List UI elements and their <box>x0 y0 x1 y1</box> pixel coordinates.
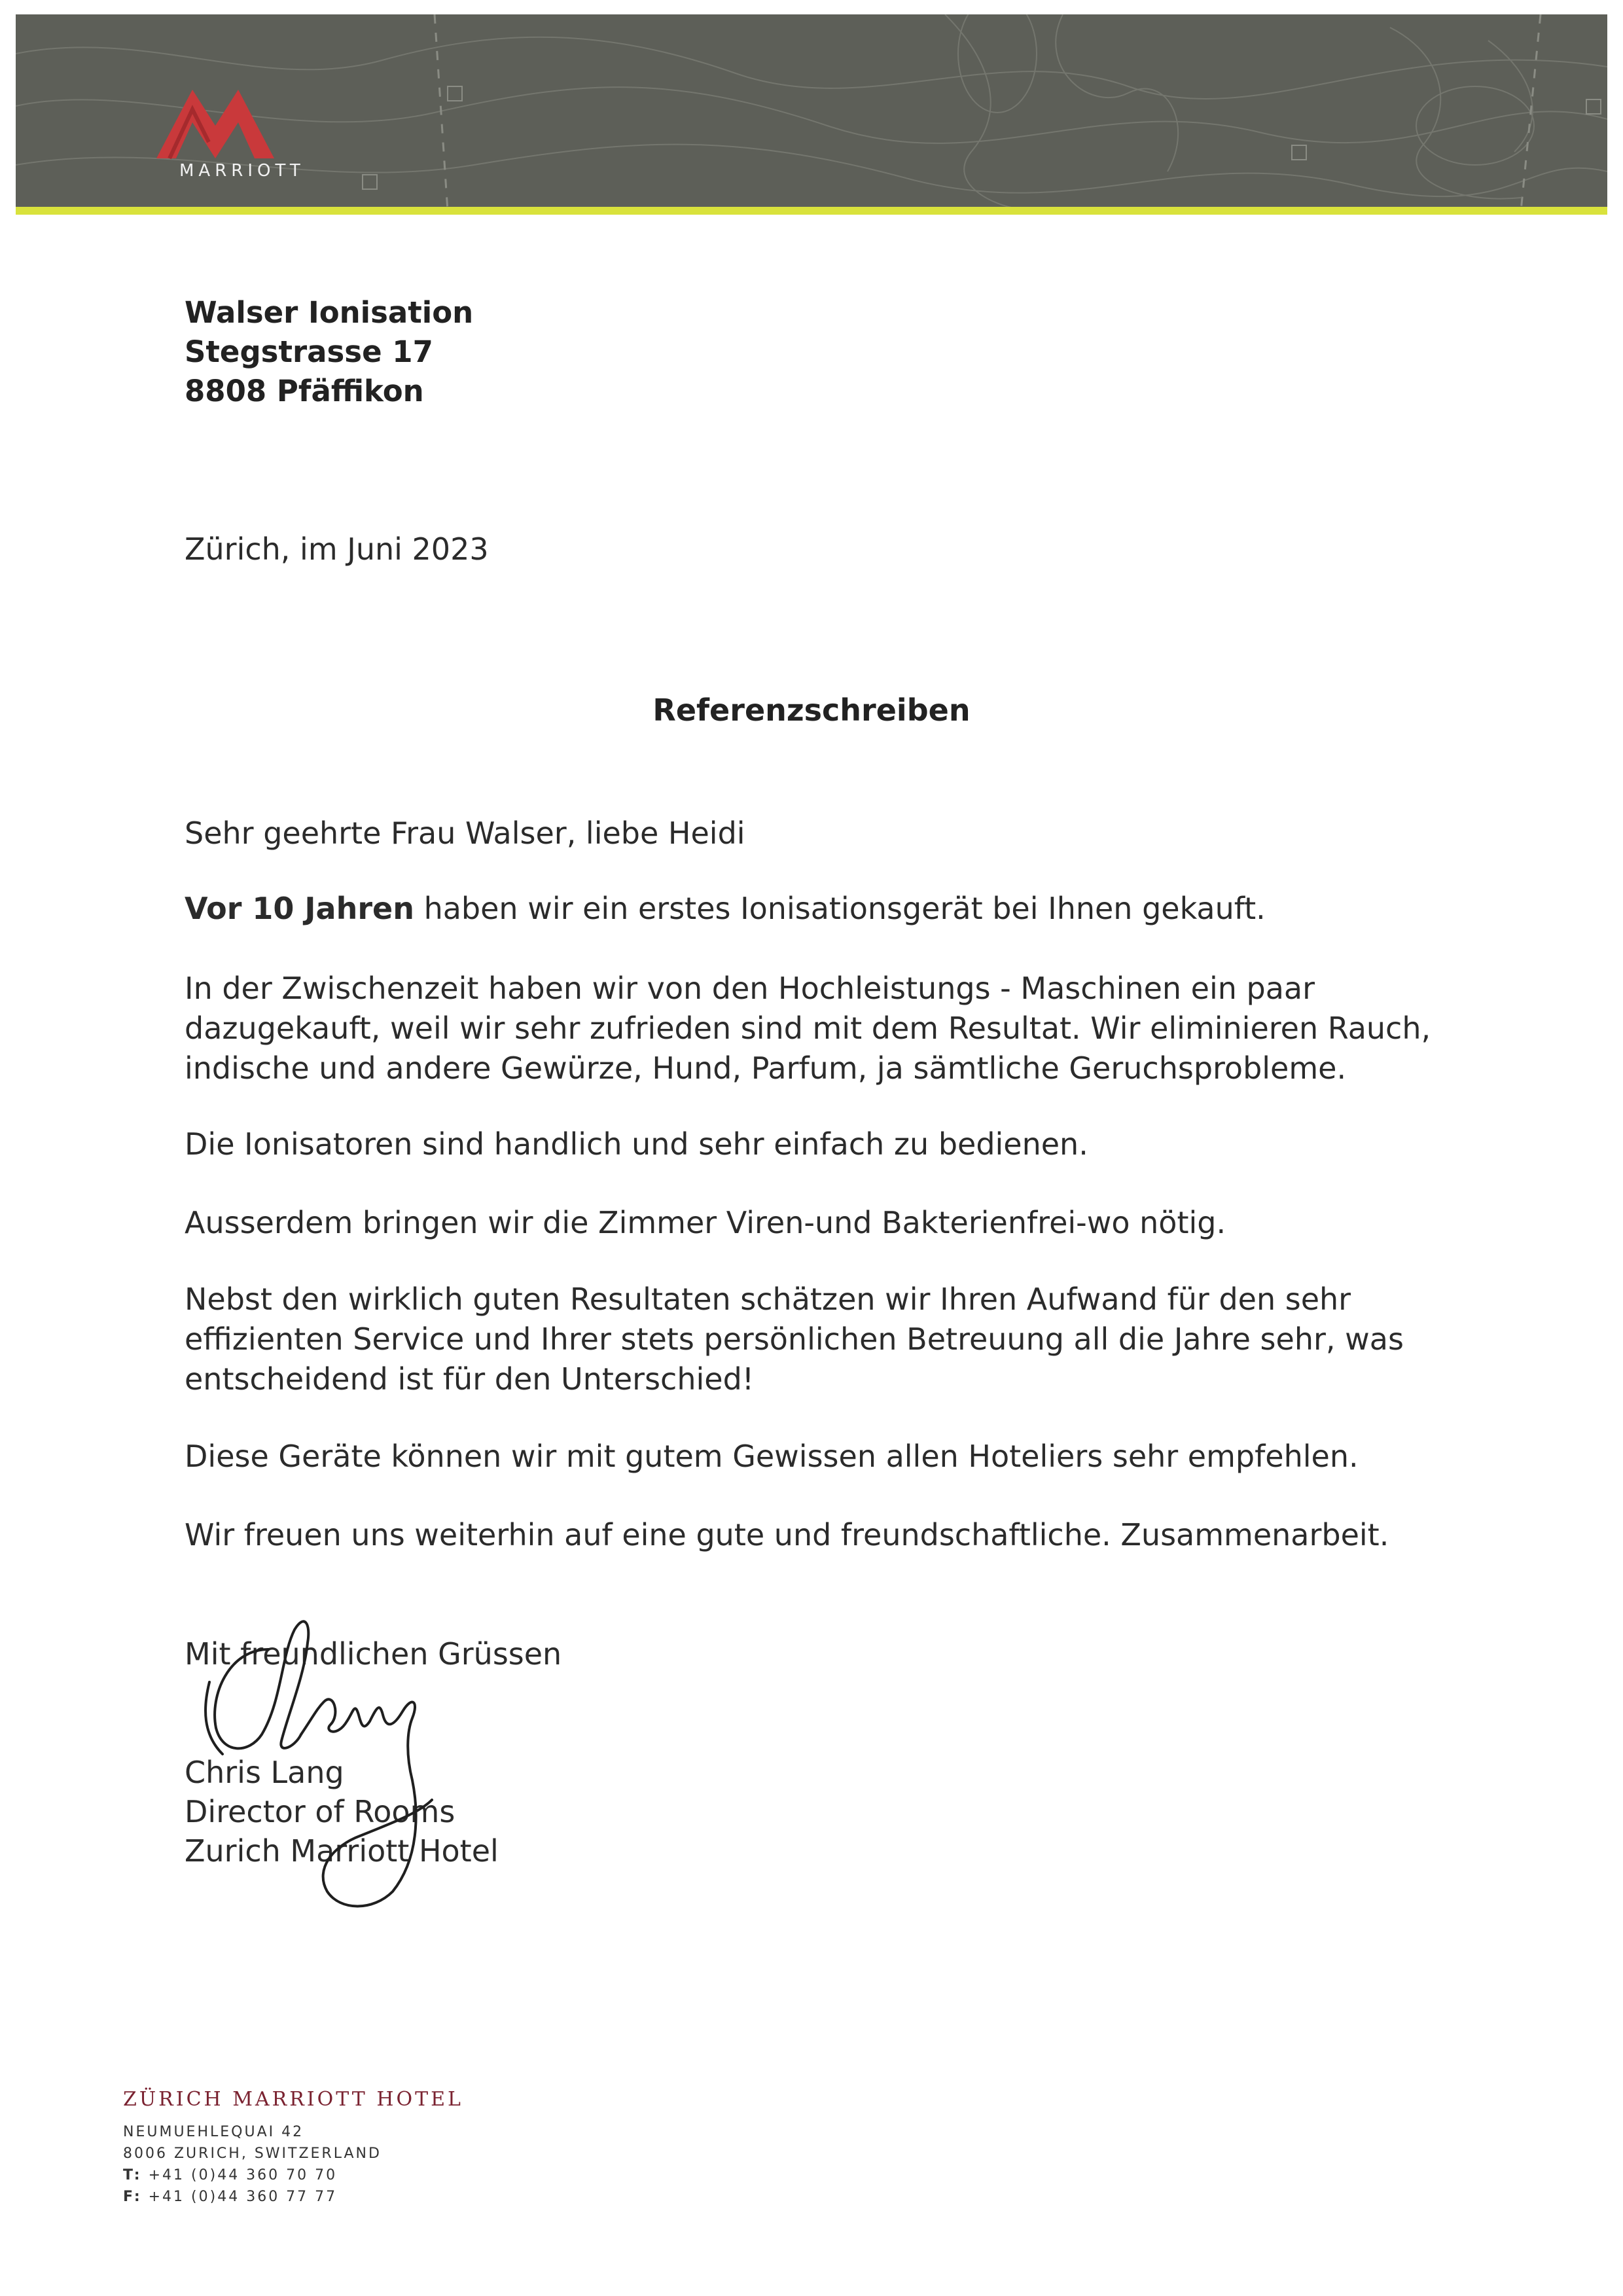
signer-title: Director of Rooms <box>185 1794 455 1829</box>
fax-number: +41 (0)44 360 77 77 <box>148 2189 338 2205</box>
recipient-name: Walser Ionisation <box>185 295 474 330</box>
paragraph-3: Die Ionisatoren sind handlich und sehr einfach zu bedienen. <box>185 1126 1088 1162</box>
paragraph-2-line: In der Zwischenzeit haben wir von den Hochleistungs - Maschinen ein paar <box>185 971 1315 1006</box>
paragraph-4: Ausserdem bringen wir die Zimmer Viren-und Bakterienfrei-wo nötig. <box>185 1205 1226 1240</box>
footer-city: 8006 ZURICH, SWITZERLAND <box>123 2145 382 2162</box>
paragraph-1 <box>185 889 1415 929</box>
recipient-address <box>185 293 473 411</box>
letterhead-banner <box>16 14 1607 211</box>
recipient-street: Stegstrasse 17 <box>185 334 433 369</box>
footer-hotel-name: ZÜRICH MARRIOTT HOTEL <box>123 2088 463 2111</box>
fax-label: F: <box>123 2189 142 2205</box>
paragraph-2-line: indische und andere Gewürze, Hund, Parfum, ja sämtliche Geruchsprobleme. <box>185 1050 1347 1086</box>
letter-subject: Referenzschreiben <box>652 692 971 728</box>
header-accent-stripe <box>16 207 1607 215</box>
footer-fax <box>123 2189 337 2205</box>
paragraph-5-line: Nebst den wirklich guten Resultaten schätzen wir Ihren Aufwand für den sehr <box>185 1282 1351 1317</box>
recipient-city: 8808 Pfäffikon <box>185 374 424 408</box>
signer-name: Chris Lang <box>185 1755 344 1790</box>
salutation: Sehr geehrte Frau Walser, liebe Heidi <box>185 816 745 851</box>
paragraph-5 <box>185 1280 1415 1399</box>
footer-phone <box>123 2167 337 2183</box>
paragraph-2-line: dazugekauft, weil wir sehr zufrieden sind mit dem Resultat. Wir eliminieren Rauch, <box>185 1011 1431 1046</box>
footer-street: NEUMUEHLEQUAI 42 <box>123 2124 304 2140</box>
letter-date: Zürich, im Juni 2023 <box>185 531 489 567</box>
paragraph-1-text: haben wir ein erstes Ionisationsgerät bei Ihnen gekauft. <box>414 891 1266 926</box>
paragraph-6: Diese Geräte können wir mit gutem Gewissen allen Hoteliers sehr empfehlen. <box>185 1439 1359 1474</box>
paragraph-1-bold: Vor 10 Jahren <box>185 891 414 926</box>
closing-phrase: Mit freundlichen Grüssen <box>185 1636 562 1672</box>
signer-company: Zurich Marriott Hotel <box>185 1833 499 1869</box>
brand-name: MARRIOTT <box>179 161 305 181</box>
paragraph-5-line: entscheidend ist für den Unterschied! <box>185 1361 755 1397</box>
paragraph-7: Wir freuen uns weiterhin auf eine gute und freundschaftliche. Zusammenarbeit. <box>185 1517 1389 1552</box>
phone-number: +41 (0)44 360 70 70 <box>148 2167 338 2183</box>
paragraph-2 <box>185 969 1431 1088</box>
phone-label: T: <box>123 2167 142 2183</box>
paragraph-5-line: effizienten Service und Ihrer stets persönlichen Betreuung all die Jahre sehr, was <box>185 1321 1404 1357</box>
marriott-logo-icon <box>150 77 281 162</box>
handwritten-signature <box>183 1604 524 1944</box>
